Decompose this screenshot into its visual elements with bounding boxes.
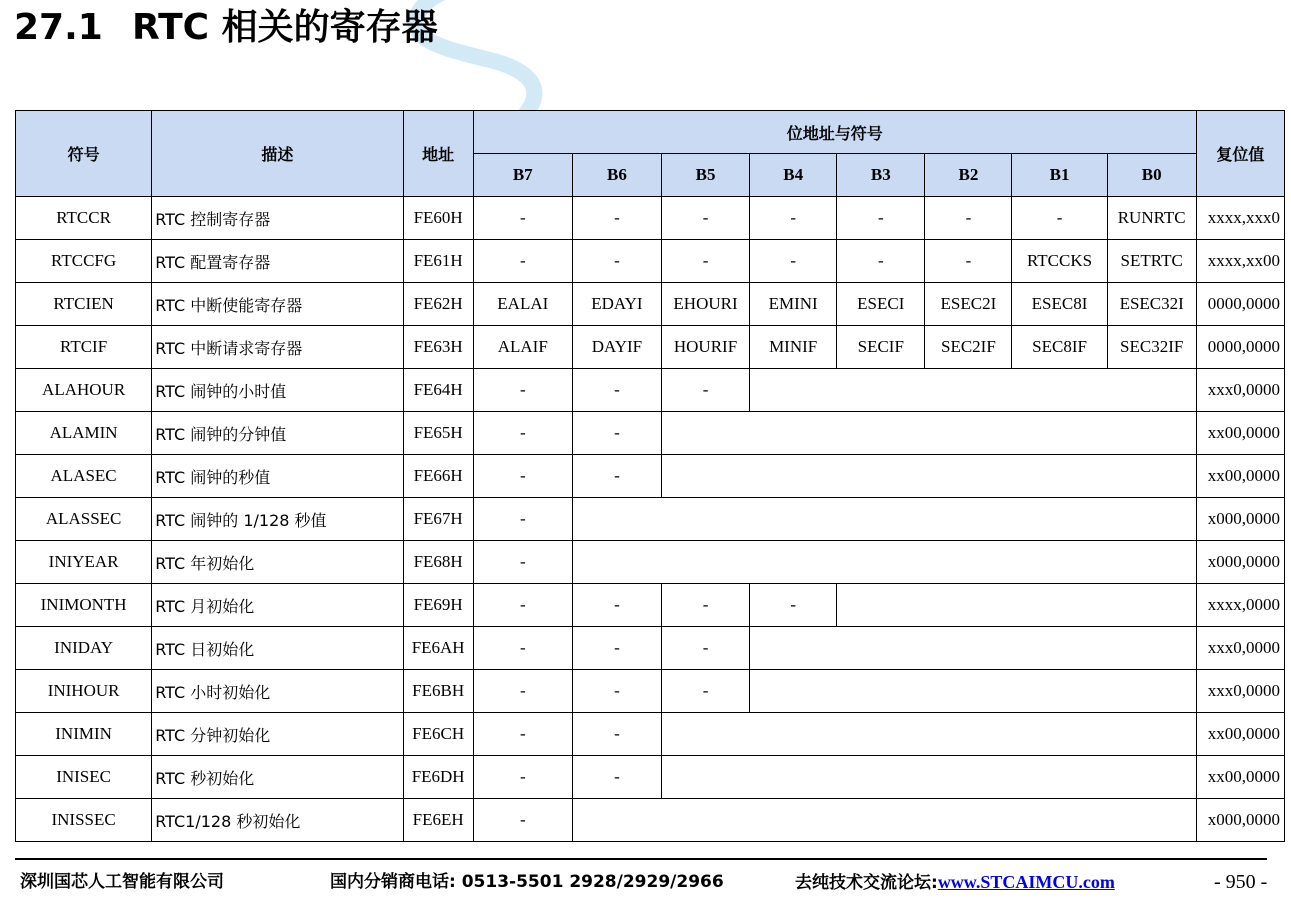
header-description: 描述 — [152, 111, 403, 197]
header-address: 地址 — [403, 111, 473, 197]
register-address: FE67H — [403, 498, 473, 541]
bit-cell: - — [661, 670, 749, 713]
reset-value: 0000,0000 — [1196, 326, 1284, 369]
bit-cell: - — [473, 455, 572, 498]
register-description: RTC 月初始化 — [152, 584, 403, 627]
table-row — [16, 584, 1285, 627]
reset-value: xx00,0000 — [1196, 713, 1284, 756]
register-symbol: INIDAY — [16, 627, 152, 670]
bit-cell: SETRTC — [1107, 240, 1196, 283]
header-bit-b3: B3 — [837, 154, 925, 197]
bit-cell: - — [572, 455, 661, 498]
table-row — [16, 240, 1285, 283]
bit-cell: SEC32IF — [1107, 326, 1196, 369]
register-symbol: INIYEAR — [16, 541, 152, 584]
reset-value: xx00,0000 — [1196, 756, 1284, 799]
reset-value: xxx0,0000 — [1196, 369, 1284, 412]
register-symbol: INIHOUR — [16, 670, 152, 713]
register-description: RTC 中断请求寄存器 — [152, 326, 403, 369]
table-row — [16, 713, 1285, 756]
section-number: 27.1 — [14, 7, 103, 48]
bit-cell: - — [750, 240, 837, 283]
register-description: RTC 闹钟的 1/128 秒值 — [152, 498, 403, 541]
reset-value: x000,0000 — [1196, 498, 1284, 541]
table-row — [16, 541, 1285, 584]
section-title: RTC 相关的寄存器 — [132, 7, 438, 48]
register-description: RTC 控制寄存器 — [152, 197, 403, 240]
header-bit-group: 位地址与符号 — [473, 111, 1196, 154]
footer-company: 深圳国芯人工智能有限公司 — [20, 872, 224, 892]
bit-span-empty — [661, 412, 1196, 455]
bit-cell: - — [572, 756, 661, 799]
bit-cell: - — [473, 713, 572, 756]
bit-cell: - — [572, 713, 661, 756]
reset-value: x000,0000 — [1196, 799, 1284, 842]
bit-span-empty — [837, 584, 1197, 627]
footer-forum — [795, 868, 1115, 896]
bit-cell: ALAIF — [473, 326, 572, 369]
header-bit-b5: B5 — [661, 154, 749, 197]
header-bit-b4: B4 — [750, 154, 837, 197]
table-row — [16, 455, 1285, 498]
register-symbol: INIMONTH — [16, 584, 152, 627]
register-symbol: ALAHOUR — [16, 369, 152, 412]
bit-cell: DAYIF — [572, 326, 661, 369]
bit-cell: - — [473, 541, 572, 584]
header-reset: 复位值 — [1196, 111, 1284, 197]
register-symbol: INIMIN — [16, 713, 152, 756]
reset-value: xx00,0000 — [1196, 455, 1284, 498]
bit-cell: - — [473, 627, 572, 670]
register-address: FE63H — [403, 326, 473, 369]
bit-span-empty — [750, 627, 1197, 670]
bit-span-empty — [661, 756, 1196, 799]
bit-cell: - — [837, 240, 925, 283]
bit-span-empty — [750, 369, 1197, 412]
reset-value: xxx0,0000 — [1196, 670, 1284, 713]
register-description: RTC 中断使能寄存器 — [152, 283, 403, 326]
register-address: FE6EH — [403, 799, 473, 842]
bit-cell: - — [473, 369, 572, 412]
bit-cell: - — [837, 197, 925, 240]
bit-cell: - — [750, 197, 837, 240]
bit-span-empty — [661, 713, 1196, 756]
table-row — [16, 197, 1285, 240]
bit-cell: - — [572, 240, 661, 283]
register-symbol: ALASSEC — [16, 498, 152, 541]
bit-cell: EMINI — [750, 283, 837, 326]
reset-value: xxxx,xx00 — [1196, 240, 1284, 283]
bit-cell: - — [473, 498, 572, 541]
register-address: FE60H — [403, 197, 473, 240]
bit-cell: SEC2IF — [925, 326, 1012, 369]
reset-value: xxxx,xxx0 — [1196, 197, 1284, 240]
register-address: FE66H — [403, 455, 473, 498]
bit-cell: - — [661, 584, 749, 627]
register-address: FE68H — [403, 541, 473, 584]
register-description: RTC 闹钟的秒值 — [152, 455, 403, 498]
bit-cell: - — [572, 369, 661, 412]
bit-cell: - — [925, 240, 1012, 283]
bit-cell: - — [473, 756, 572, 799]
register-address: FE64H — [403, 369, 473, 412]
reset-value: xxx0,0000 — [1196, 627, 1284, 670]
register-symbol: RTCIF — [16, 326, 152, 369]
footer-phone — [330, 868, 724, 896]
register-description: RTC 秒初始化 — [152, 756, 403, 799]
footer-phone-text: 国内分销商电话: 0513-5501 2928/2929/2966 — [330, 872, 724, 892]
bit-cell: - — [1012, 197, 1107, 240]
register-description: RTC 配置寄存器 — [152, 240, 403, 283]
table-row — [16, 756, 1285, 799]
bit-cell: HOURIF — [661, 326, 749, 369]
bit-cell: - — [473, 240, 572, 283]
bit-cell: RUNRTC — [1107, 197, 1196, 240]
register-address: FE62H — [403, 283, 473, 326]
table-row — [16, 326, 1285, 369]
register-description: RTC1/128 秒初始化 — [152, 799, 403, 842]
bit-cell: - — [473, 197, 572, 240]
bit-cell: RTCCKS — [1012, 240, 1107, 283]
table-row — [16, 498, 1285, 541]
header-bit-b0: B0 — [1107, 154, 1196, 197]
bit-cell: ESECI — [837, 283, 925, 326]
table-row — [16, 283, 1285, 326]
register-symbol: INISEC — [16, 756, 152, 799]
header-bit-b1: B1 — [1012, 154, 1107, 197]
rtc-register-table — [15, 110, 1285, 842]
bit-span-empty — [572, 799, 1196, 842]
bit-cell: - — [572, 412, 661, 455]
bit-span-empty — [572, 541, 1196, 584]
header-bit-b7: B7 — [473, 154, 572, 197]
register-description: RTC 小时初始化 — [152, 670, 403, 713]
register-address: FE6DH — [403, 756, 473, 799]
bit-cell: ESEC32I — [1107, 283, 1196, 326]
table-row — [16, 670, 1285, 713]
section-heading — [14, 0, 438, 56]
bit-cell: - — [661, 369, 749, 412]
bit-cell: ESEC2I — [925, 283, 1012, 326]
register-address: FE6BH — [403, 670, 473, 713]
register-symbol: RTCCFG — [16, 240, 152, 283]
bit-cell: - — [572, 584, 661, 627]
reset-value: xx00,0000 — [1196, 412, 1284, 455]
reset-value: 0000,0000 — [1196, 283, 1284, 326]
bit-cell: - — [661, 240, 749, 283]
register-address: FE69H — [403, 584, 473, 627]
bit-span-empty — [750, 670, 1197, 713]
bit-cell: - — [572, 197, 661, 240]
table-row — [16, 412, 1285, 455]
bit-span-empty — [572, 498, 1196, 541]
register-description: RTC 日初始化 — [152, 627, 403, 670]
register-description: RTC 分钟初始化 — [152, 713, 403, 756]
bit-cell: - — [750, 584, 837, 627]
bit-cell: EHOURI — [661, 283, 749, 326]
header-bit-b2: B2 — [925, 154, 1012, 197]
bit-cell: SEC8IF — [1012, 326, 1107, 369]
register-symbol: ALAMIN — [16, 412, 152, 455]
table-row — [16, 627, 1285, 670]
bit-cell: EDAYI — [572, 283, 661, 326]
register-address: FE6AH — [403, 627, 473, 670]
table-row — [16, 369, 1285, 412]
bit-cell: - — [661, 197, 749, 240]
register-address: FE65H — [403, 412, 473, 455]
register-address: FE61H — [403, 240, 473, 283]
bit-cell: ESEC8I — [1012, 283, 1107, 326]
register-symbol: INISSEC — [16, 799, 152, 842]
register-symbol: RTCIEN — [16, 283, 152, 326]
register-symbol: RTCCR — [16, 197, 152, 240]
bit-cell: - — [925, 197, 1012, 240]
reset-value: xxxx,0000 — [1196, 584, 1284, 627]
bit-cell: - — [473, 412, 572, 455]
footer-divider — [15, 858, 1267, 860]
bit-span-empty — [661, 455, 1196, 498]
bit-cell: EALAI — [473, 283, 572, 326]
register-description: RTC 闹钟的小时值 — [152, 369, 403, 412]
page-number: - 950 - — [1214, 871, 1268, 893]
bit-cell: - — [473, 670, 572, 713]
reset-value: x000,0000 — [1196, 541, 1284, 584]
register-description: RTC 年初始化 — [152, 541, 403, 584]
bit-cell: SECIF — [837, 326, 925, 369]
bit-cell: - — [572, 670, 661, 713]
bit-cell: - — [572, 627, 661, 670]
header-symbol: 符号 — [16, 111, 152, 197]
register-description: RTC 闹钟的分钟值 — [152, 412, 403, 455]
table-row — [16, 799, 1285, 842]
footer-forum-label: 去纯技术交流论坛: — [795, 873, 938, 893]
footer-forum-link[interactable]: www.STCAIMCU.com — [937, 872, 1115, 892]
bit-cell: MINIF — [750, 326, 837, 369]
register-symbol: ALASEC — [16, 455, 152, 498]
bit-cell: - — [473, 799, 572, 842]
bit-cell: - — [661, 627, 749, 670]
header-bit-b6: B6 — [572, 154, 661, 197]
bit-cell: - — [473, 584, 572, 627]
register-address: FE6CH — [403, 713, 473, 756]
